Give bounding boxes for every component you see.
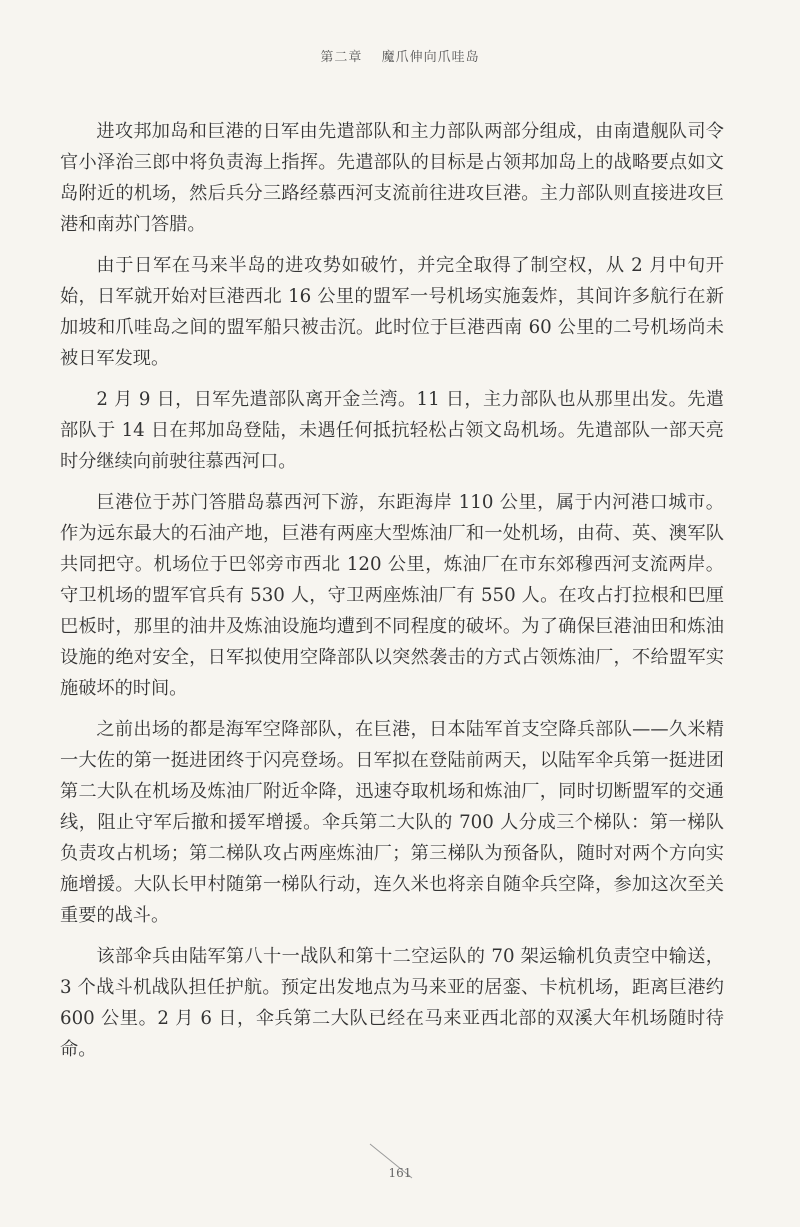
paragraph: 由于日军在马来半岛的进攻势如破竹，并完全取得了制空权，从 2 月中旬开始，日军就开始对巨港西北 16 公里的盟军一号机场实施轰炸，其间许多航行在新加坡和爪哇岛之间的盟军船只被击沉。此时位于巨港西南 60 公里的二号机场尚未被日军发现。 [60,255,724,369]
body-text [60,116,724,1075]
page-number: 161 [388,1166,412,1180]
paragraph: 之前出场的都是海军空降部队，在巨港，日本陆军首支空降兵部队——久米精一大佐的第一挺进团终于闪亮登场。日军拟在登陆前两天，以陆军伞兵第一挺进团第二大队在机场及炼油厂附近伞降，迅速夺取机场和炼油厂，同时切断盟军的交通线，阻止守军后撤和援军增援。伞兵第二大队的 700 人分成三个梯队：第一梯队负责攻占机场；第二梯队攻占两座炼油厂；第三梯队为预备队，随时对两个方向实施增援。大队长甲村随第一梯队行动，连久米也将亲自随伞兵空降，参加这次至关重要的战斗。 [60,719,724,926]
paragraph: 该部伞兵由陆军第八十一战队和第十二空运队的 70 架运输机负责空中输送，3 个战斗机战队担任护航。预定出发地点为马来亚的居銮、卡杭机场，距离巨港约 600 公里。2 月 6 日，伞兵第二大队已经在马来亚西北部的双溪大年机场随时待命。 [60,946,724,1060]
running-head [0,46,800,65]
chapter-title: 魔爪伸向爪哇岛 [381,50,480,65]
paragraph: 2 月 9 日，日军先遣部队离开金兰湾。11 日，主力部队也从那里出发。先遣部队于 14 日在邦加岛登陆，未遇任何抵抗轻松占领文岛机场。先遣部队一部天亮时分继续向前驶往慕西河口。 [60,389,724,472]
paragraph: 进攻邦加岛和巨港的日军由先遣部队和主力部队两部分组成，由南遣舰队司令官小泽治三郎中将负责海上指挥。先遣部队的目标是占领邦加岛上的战略要点如文岛附近的机场，然后兵分三路经慕西河支流前往进攻巨港。主力部队则直接进攻巨港和南苏门答腊。 [60,121,724,235]
paragraph: 巨港位于苏门答腊岛慕西河下游，东距海岸 110 公里，属于内河港口城市。作为远东最大的石油产地，巨港有两座大型炼油厂和一处机场，由荷、英、澳军队共同把守。机场位于巴邻旁市西北 120 公里，炼油厂在市东郊穆西河支流两岸。守卫机场的盟军官兵有 530 人，守卫两座炼油厂有 550 人。在攻占打拉根和巴厘巴板时，那里的油井及炼油设施均遭到不同程度的破坏。为了确保巨港油田和炼油设施的绝对安全，日军拟使用空降部队以突然袭击的方式占领炼油厂，不给盟军实施破坏的时间。 [60,492,724,699]
chapter-label: 第二章 [320,50,363,65]
